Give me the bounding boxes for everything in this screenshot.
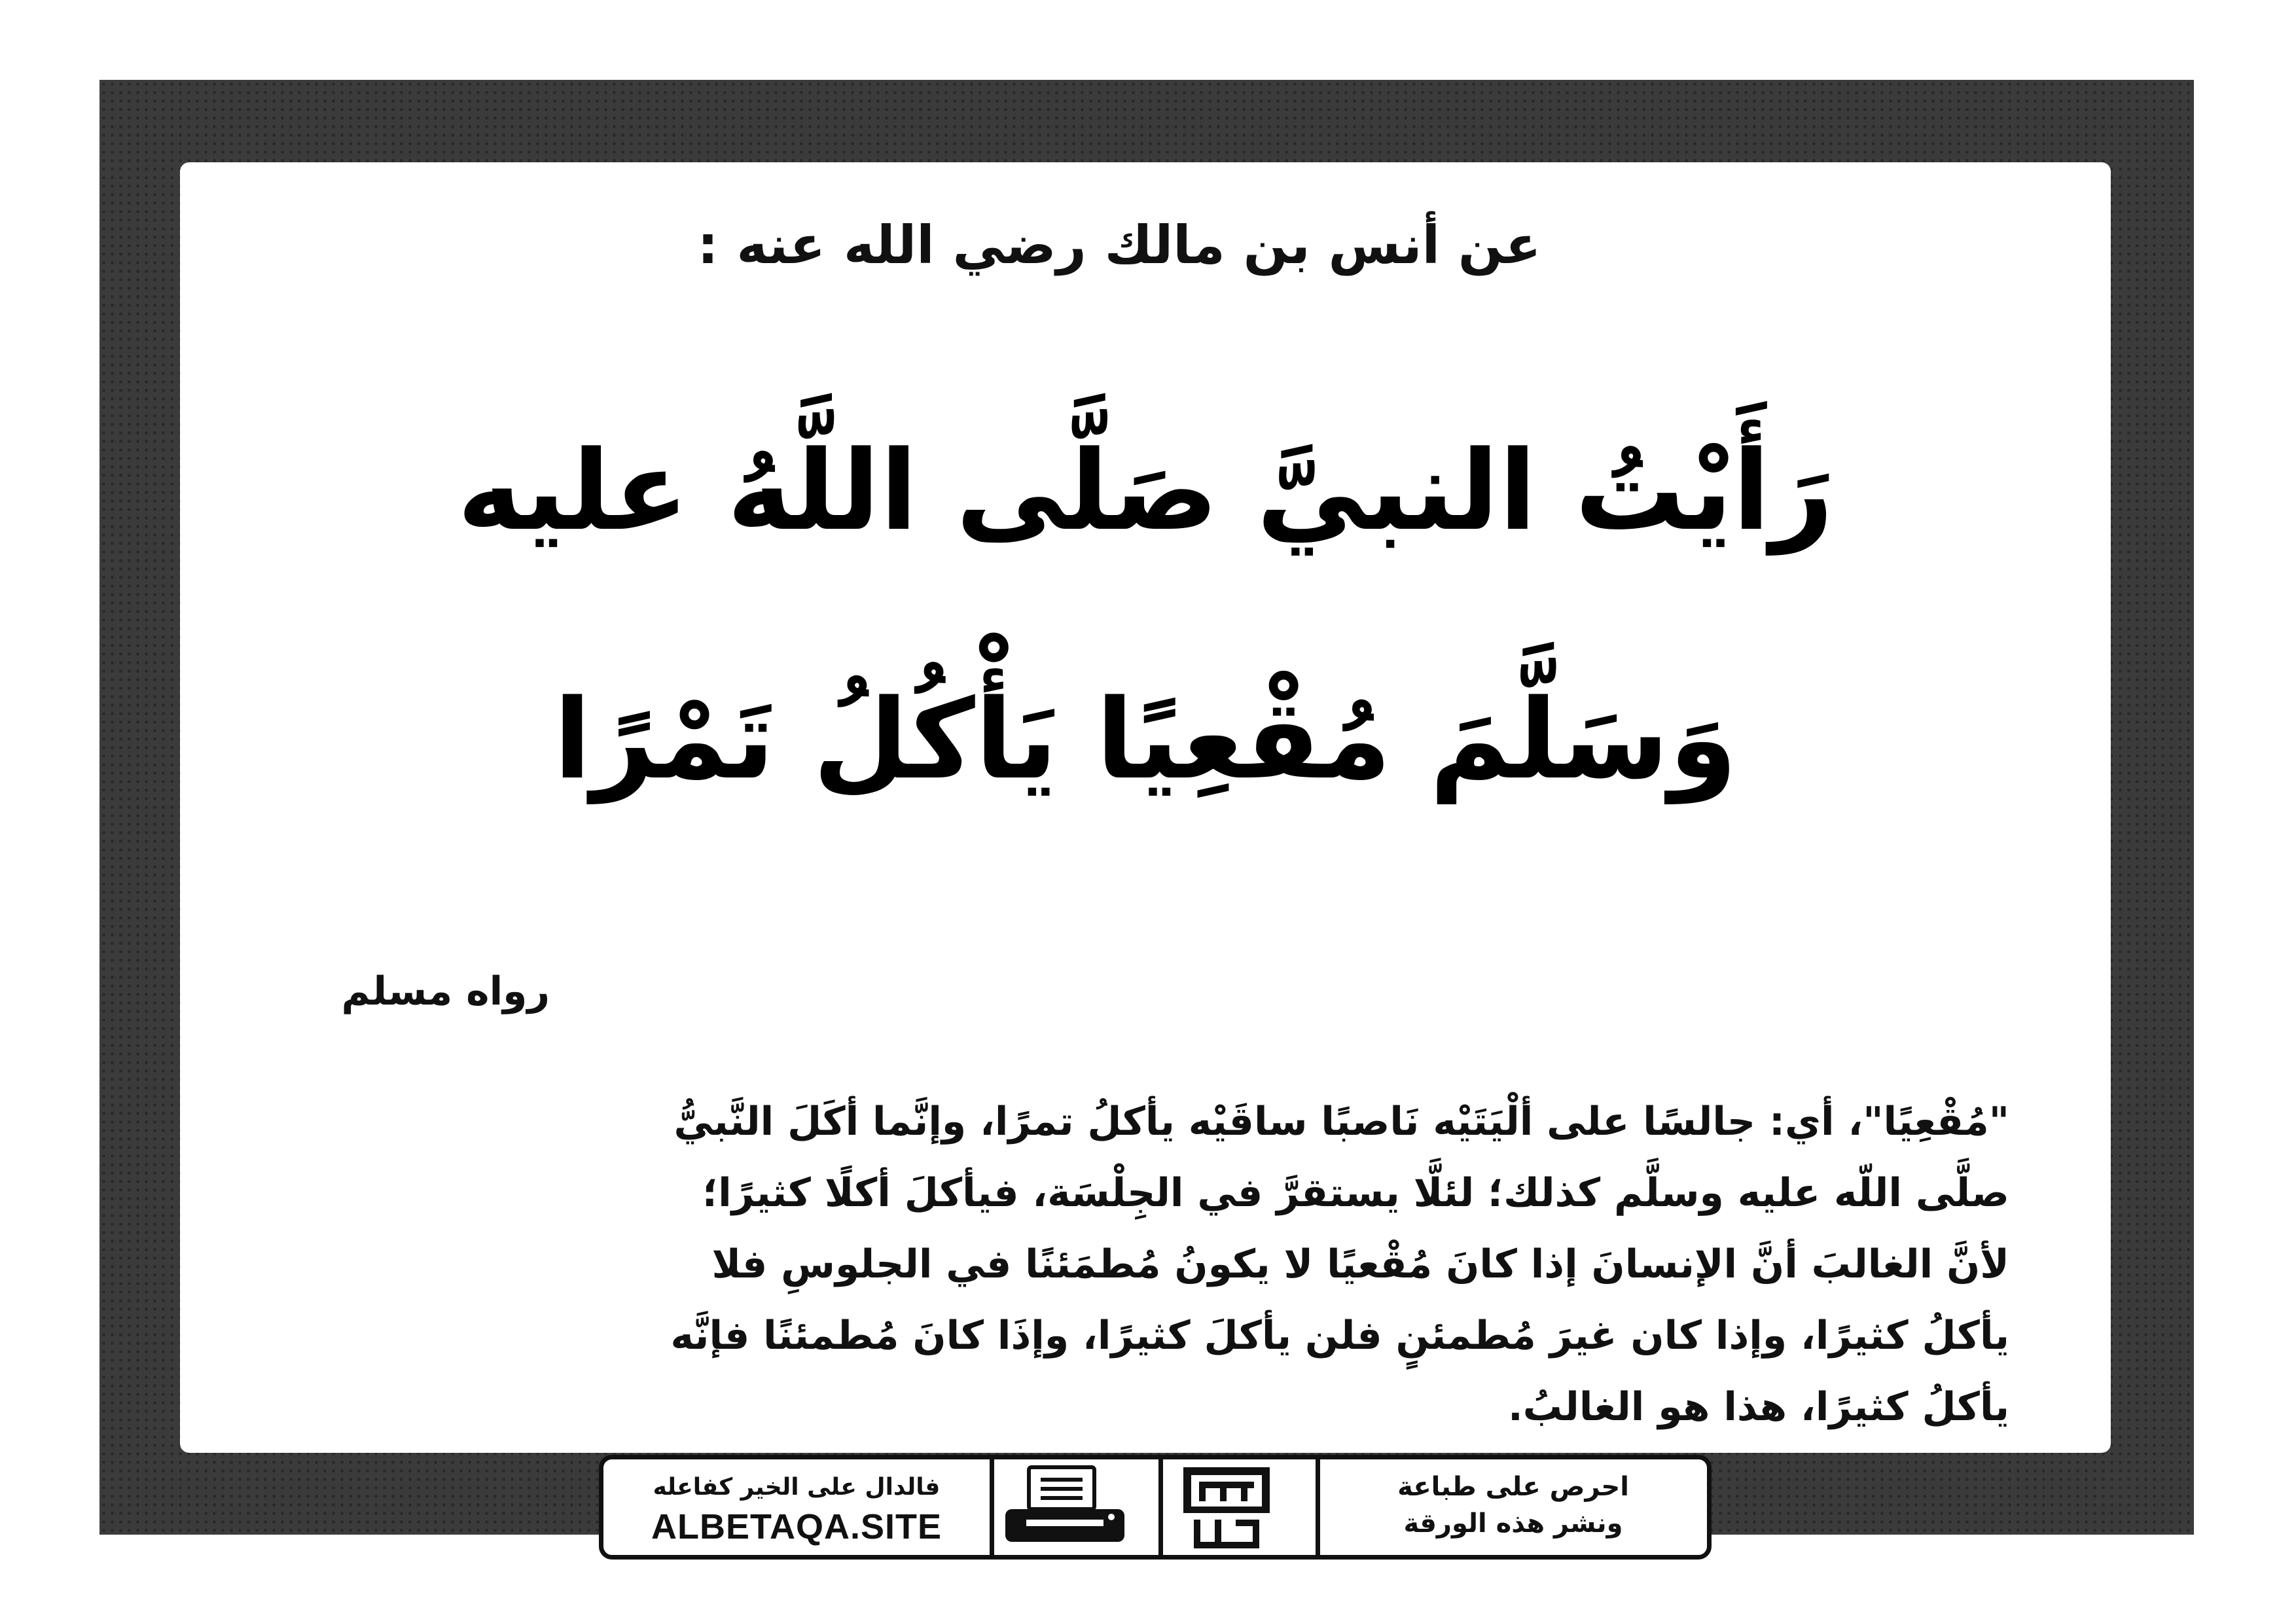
footer-divider-right	[1316, 1459, 1320, 1555]
explanation-line-2: صلَّى اللّه عليه وسلَّم كذلك؛ لئلَّا يستقرَّ في الجِلْسَة، فيأكلَ أكلًا كثيرًا؛	[702, 1170, 2009, 1216]
footer-website-link[interactable]: ALBETAQA.SITE	[651, 1507, 942, 1546]
hadith-text	[262, 366, 2029, 864]
footer-banner	[599, 1455, 1712, 1560]
footer-print-notice	[1320, 1469, 1706, 1546]
footer-print-line-2: ونشر هذه الورقة	[1403, 1508, 1623, 1539]
hadith-source: رواه مسلم	[341, 969, 550, 1014]
explanation-text	[275, 1086, 2009, 1443]
hadith-line-2: وَسَلَّمَ مُقْعِيًا يَأْكُلُ تَمْرًا	[553, 675, 1738, 804]
explanation-line-5: يأكلُ كثيرًا، هذا هو الغالبُ.	[1508, 1384, 2009, 1430]
explanation-line-3: لأنَّ الغالبَ أنَّ الإنسانَ إذا كانَ مُقْعيًا لا يكونُ مُطمَئنًا في الجلوسِ فلا	[711, 1241, 2009, 1287]
footer-divider-middle	[1158, 1459, 1163, 1555]
explanation-line-4: يأكلُ كثيرًا، وإذا كان غيرَ مُطمئنٍ فلن يأكلَ كثيرًا، وإذَا كانَ مُطمئنًا فإنَّه	[670, 1313, 2009, 1359]
hadith-line-1: رَأَيْتُ النبيَّ صَلَّى اللَّهُ عليه	[457, 427, 1834, 555]
printer-icon	[996, 1463, 1134, 1552]
explanation-line-1: "مُقْعِيًا"، أي: جالسًا على ألْيَتَيْه نَاصبًا ساقَيْه يأكلُ تمرًا، وإنَّما أكَلَ النَّبيُّ	[673, 1099, 2009, 1145]
footer-print-line-1: احرص على طباعة	[1397, 1472, 1629, 1502]
footer-proverb: فالدال على الخير كفاعله	[653, 1474, 941, 1501]
narrator-heading: عن أنس بن مالك رضي الله عنه :	[697, 215, 1541, 276]
footer-website-block[interactable]	[603, 1459, 990, 1555]
footer-divider-left	[990, 1459, 994, 1555]
dawat-alwaraqa-logo	[1181, 1465, 1272, 1551]
